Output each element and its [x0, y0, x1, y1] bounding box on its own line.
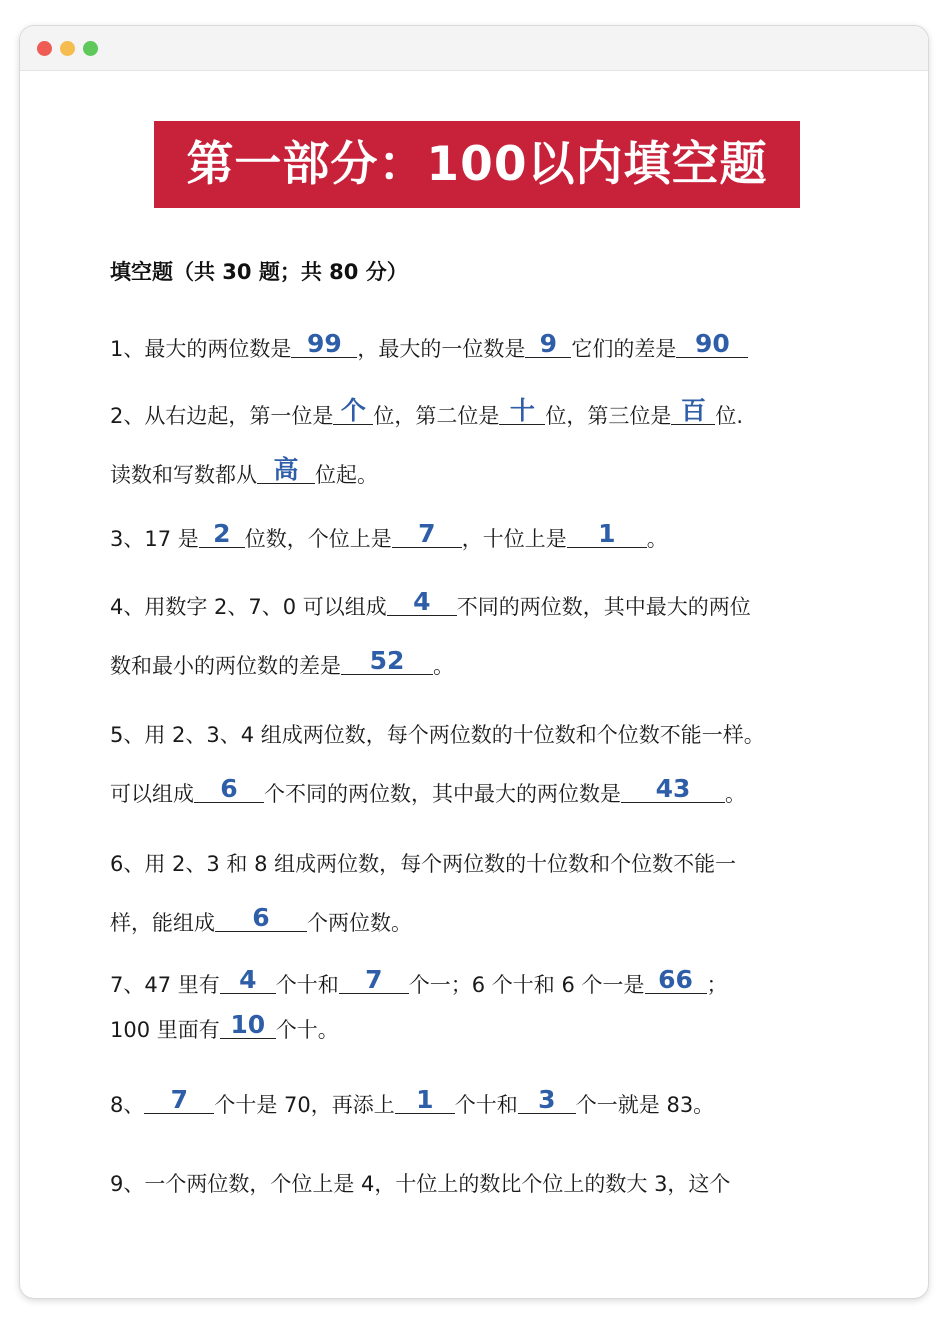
q2-answer-2: 十 — [499, 398, 545, 425]
q6-text-3: 个两位数。 — [307, 911, 412, 935]
q8-text-2: 个十是 70，再添上 — [214, 1093, 395, 1117]
question-4-line-2 — [110, 646, 454, 681]
q1-answer-1: 99 — [291, 331, 357, 358]
q3-text-1: 3、17 是 — [110, 527, 199, 551]
q7-answer-4: 10 — [220, 1012, 276, 1039]
q7-text-6: 个十。 — [275, 1018, 339, 1042]
question-4-line-1 — [110, 587, 751, 622]
question-7-line-2 — [110, 1010, 339, 1045]
q4-text-2: 不同的两位数，其中最大的两位 — [456, 595, 751, 619]
q7-text-1: 7、47 里有 — [110, 973, 220, 997]
question-6-line-1 — [110, 849, 736, 879]
q8-text-4: 个一就是 83。 — [575, 1093, 715, 1117]
q7-answer-3: 66 — [645, 967, 707, 994]
q7-text-4: ； — [706, 973, 728, 997]
q2-text-3: 位，第三位是 — [545, 404, 672, 428]
q1-answer-3: 90 — [676, 331, 748, 358]
q4-text-3: 数和最小的两位数的差是 — [110, 654, 341, 678]
q7-answer-2: 7 — [339, 967, 409, 994]
q2-answer-4: 高 — [257, 457, 315, 484]
q7-answer-1: 4 — [220, 967, 276, 994]
q2-text-4: 位. — [715, 404, 744, 428]
q6-text-2: 样，能组成 — [110, 911, 215, 935]
question-6-line-2 — [110, 903, 412, 938]
document-window — [20, 26, 928, 1298]
q3-answer-2: 7 — [392, 521, 462, 548]
q3-text-4: 。 — [646, 527, 668, 551]
q8-answer-2: 1 — [395, 1087, 455, 1114]
q5-text-1: 5、用 2、3、4 组成两位数，每个两位数的十位数和个位数不能一样。 — [110, 723, 765, 747]
q5-text-4: 。 — [725, 782, 746, 806]
minimize-button[interactable] — [60, 41, 75, 56]
q3-text-3: ，十位上是 — [461, 527, 567, 551]
q6-text-1: 6、用 2、3 和 8 组成两位数，每个两位数的十位数和个位数不能一 — [110, 852, 737, 876]
question-2-line-1 — [110, 396, 744, 431]
section-banner-title: 第一部分：100以内填空题 — [154, 121, 800, 208]
q7-text-3: 个一；6 个十和 6 个一是 — [408, 973, 645, 997]
question-5-line-1 — [110, 720, 765, 750]
q1-answer-2: 9 — [525, 331, 571, 358]
q9-text-1: 9、一个两位数，个位上是 4，十位上的数比个位上的数大 3，这个 — [110, 1172, 731, 1196]
window-titlebar — [20, 26, 928, 71]
q2-answer-1: 个 — [333, 398, 373, 425]
q6-answer-1: 6 — [215, 905, 307, 932]
q8-answer-3: 3 — [518, 1087, 576, 1114]
q1-text-2: ，最大的一位数是 — [357, 337, 526, 361]
q3-answer-1: 2 — [199, 521, 245, 548]
q8-text-1: 8、 — [110, 1093, 145, 1117]
q2-text-5: 读数和写数都从 — [110, 463, 257, 487]
q3-answer-3: 1 — [567, 521, 647, 548]
question-1 — [110, 329, 748, 364]
q8-text-3: 个十和 — [454, 1093, 518, 1117]
q7-text-5: 100 里面有 — [110, 1018, 220, 1042]
q4-text-4: 。 — [433, 654, 454, 678]
q1-text-1: 1、最大的两位数是 — [110, 337, 292, 361]
q2-text-1: 2、从右边起，第一位是 — [110, 404, 334, 428]
q2-answer-3: 百 — [671, 398, 715, 425]
maximize-button[interactable] — [83, 41, 98, 56]
q4-answer-2: 52 — [341, 648, 433, 675]
q2-text-6: 位起。 — [315, 463, 378, 487]
question-2-line-2 — [110, 455, 378, 490]
question-3 — [110, 519, 668, 554]
question-9 — [110, 1169, 730, 1199]
question-8 — [110, 1085, 715, 1120]
close-button[interactable] — [37, 41, 52, 56]
section-heading: 填空题（共 30 题；共 80 分） — [110, 260, 408, 284]
question-7-line-1 — [110, 965, 728, 1000]
q5-answer-2: 43 — [621, 776, 725, 803]
q5-text-2: 可以组成 — [110, 782, 194, 806]
q2-text-2: 位，第二位是 — [373, 404, 500, 428]
q4-answer-1: 4 — [387, 589, 457, 616]
q8-answer-1: 7 — [144, 1087, 214, 1114]
q1-text-3: 它们的差是 — [571, 337, 677, 361]
q5-answer-1: 6 — [194, 776, 264, 803]
q7-text-2: 个十和 — [275, 973, 339, 997]
question-5-line-2 — [110, 774, 746, 809]
q5-text-3: 个不同的两位数，其中最大的两位数是 — [264, 782, 621, 806]
q4-text-1: 4、用数字 2、7、0 可以组成 — [110, 595, 387, 619]
q3-text-2: 位数，个位上是 — [244, 527, 392, 551]
